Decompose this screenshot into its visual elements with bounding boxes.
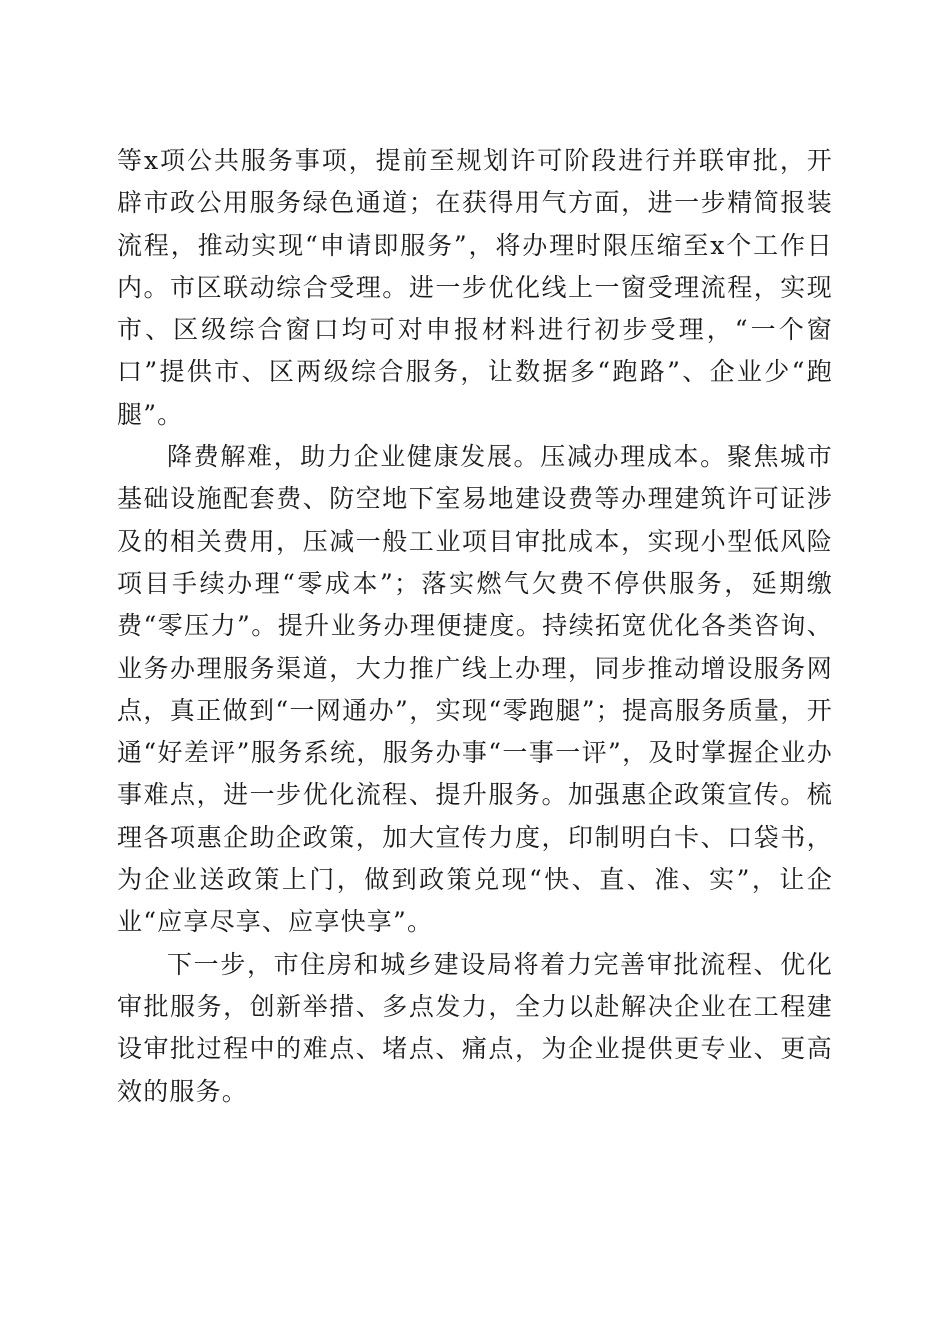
paragraph-next-steps: 下一步，市住房和城乡建设局将着力完善审批流程、优化审批服务，创新举措、多点发力，全力以赴解决企业在工程建设审批过程中的难点、堵点、痛点，为企业提供更专业、更高效的服务。: [117, 949, 833, 1106]
paragraph-continuation: 等x项公共服务事项，提前至规划许可阶段进行并联审批，开辟市政公用服务绿色通道；在获得用气方面，进一步精简报装流程，推动实现“申请即服务”，将办理时限压缩至x个工作日内。市区联动综合受理。进一步优化线上一窗受理流程，实现市、区级综合窗口均可对申报材料进行初步受理，“一个窗口”提供市、区两级综合服务，让数据多“跑路”、企业少“跑腿”。: [117, 146, 833, 429]
paragraph-fee-reduction: 降费解难，助力企业健康发展。压减办理成本。聚焦城市基础设施配套费、防空地下室易地建设费等办理建筑许可证涉及的相关费用，压减一般工业项目审批成本，实现小型低风险项目手续办理“零成本”；落实燃气欠费不停供服务，延期缴费“零压力”。提升业务办理便捷度。持续拓宽优化各类咨询、业务办理服务渠道，大力推广线上办理，同步推动增设服务网点，真正做到“一网通办”，实现“零跑腿”；提高服务质量，开通“好差评”服务系统，服务办事“一事一评”，及时掌握企业办事难点，进一步优化流程、提升服务。加强惠企政策宣传。梳理各项惠企助企政策，加大宣传力度，印制明白卡、口袋书，为企业送政策上门，做到政策兑现“快、直、准、实”，让企业“应享尽享、应享快享”。: [117, 442, 833, 937]
document-body: [117, 140, 833, 1113]
